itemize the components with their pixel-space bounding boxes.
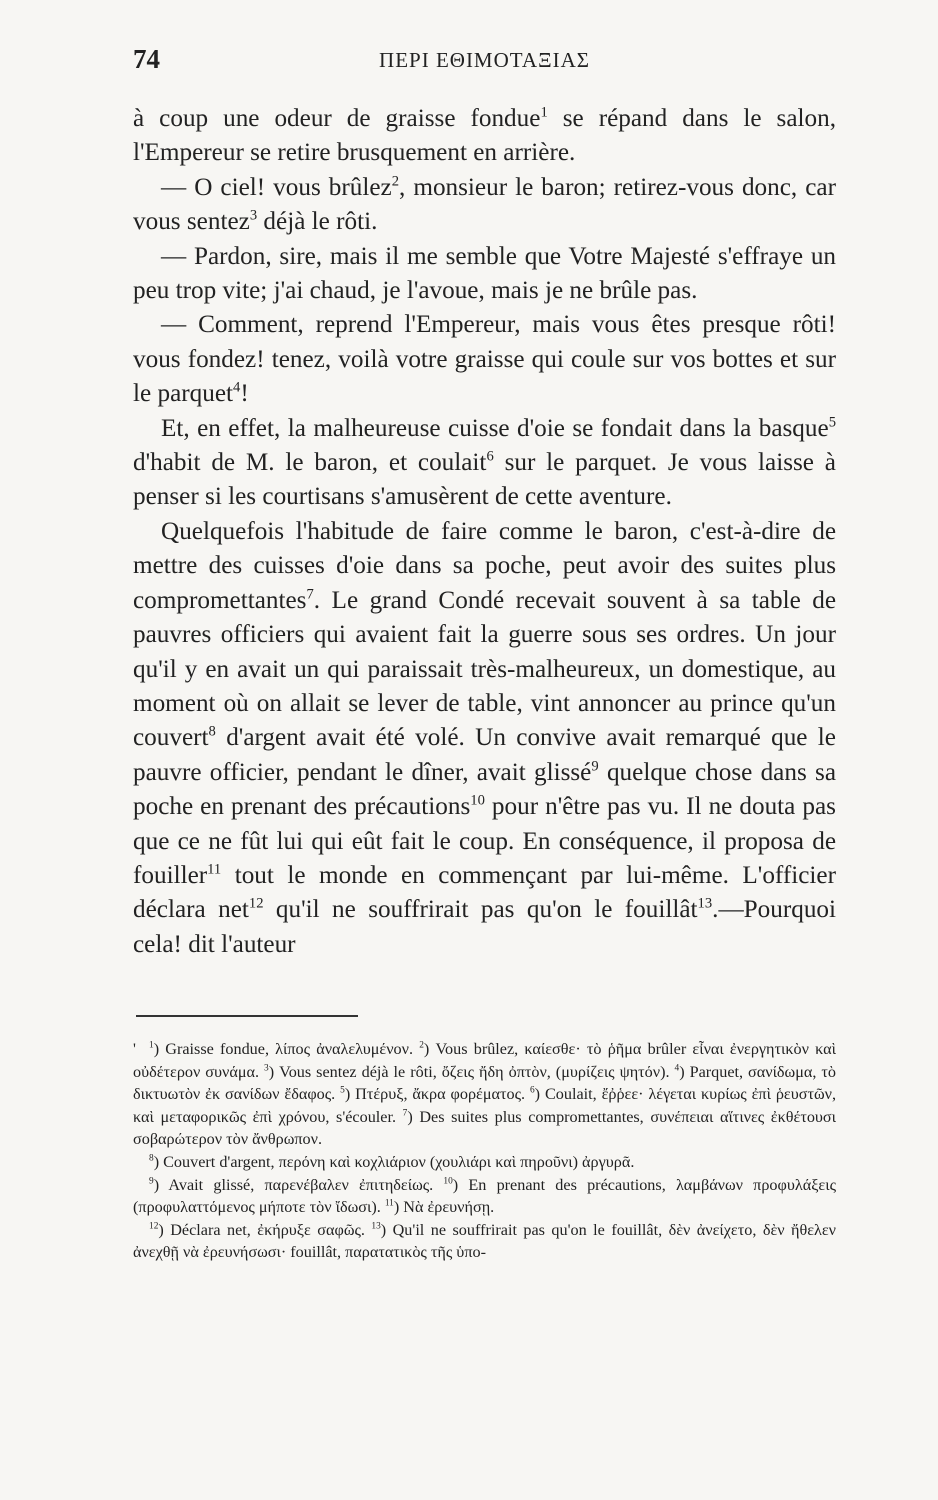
paragraph-1: à coup une odeur de graisse fondue$^1$ se répand dans le salon, l'Empereur se retire brusquement en arrière. [133, 104, 836, 167]
footnote-lead-mark: ' [133, 1040, 136, 1058]
footnote-ref: 5 [828, 414, 836, 431]
footnote-block-4: $^{12}$) Déclara net, ἐκήρυξε σαφῶς. $^{13}$) Qu'il ne souffrirait pas qu'on le fouillât, δὲν ἀνείχετο, δὲν ἤθελεν ἀνεχθῇ νὰ ἐρευνήσωσι· fouillât, παρατατικὸς τῆς ὑπο- [133, 1220, 837, 1262]
footnote-block-2: $^8$) Couvert d'argent, περόνη καὶ κοχλιάριον (χουλιάρι καὶ πηροῦνι) ἀργυρᾶ. [149, 1152, 635, 1171]
footnote-block-1: ' $^1$) Graisse fondue, λίπος ἀναλελυμένον. $^2$) Vous brûlez, καίεσθε· τὸ ῥῆμα brûler εἶναι ἐνεργητικὸν καὶ οὐδέτερον συνάμα. $^3$) Vous sentez déjà le rôti, ὄζεις ἤδη ὀπτὸν, (μυρίζεις ψητόν). $^4$) Parquet, σανίδωμα, τὸ δικτυωτὸν ἐκ σανίδων ἔδαφος. $^5$) Πτέρυξ, ἄκρα φορέματος. $^6$) Coulait, ἔῤῥεε· λέγεται κυρίως ἐπὶ ῥευστῶν, καὶ μεταφορικῶς ἐπὶ χρόνου, s'écouler. $^7$) Des suites plus compromettantes, συνέπειαι αἵτινες ἐκθέτουσι σοβαρώτερον τὸν ἄνθρωπον. [133, 1040, 837, 1149]
footnotes [133, 1038, 836, 1264]
footnote-rule [136, 1015, 358, 1017]
footnote-ref: 6 [486, 448, 494, 465]
footnote-ref: 3 [249, 207, 258, 224]
paragraph-3: — Pardon, sire, mais il me semble que Votre Majesté s'effraye un peu trop vite; j'ai chaud, je l'avoue, mais je ne brûle pas. [133, 242, 836, 305]
paragraph-5: Et, en effet, la malheureuse cuisse d'oie se fondait dans la basque$^5$ d'habit de M. le baron, et coulait$^6$ sur le parquet. Je vous laisse à penser si les courtisans s'amusèrent de cette aventure. [133, 414, 836, 511]
page-header [133, 44, 836, 84]
footnote-ref: 12 [248, 895, 264, 912]
footnote-ref: 8 [208, 723, 216, 740]
paragraph-4: — Comment, reprend l'Empereur, mais vous êtes presque rôti! vous fondez! tenez, voilà votre graisse qui coule sur vos bottes et sur le parquet$^4$! [133, 311, 836, 408]
paragraph-2: — O ciel! vous brûlez$^2$, monsieur le baron; retirez-vous donc, car vous sentez$^3$ déjà le rôti. [133, 173, 836, 236]
footnote-ref: 1 [540, 104, 548, 121]
footnote-ref: 4 [233, 379, 241, 396]
page-number: 74 [133, 44, 160, 74]
main-text [133, 102, 836, 962]
running-title: ΠΕΡΙ ΕΘΙΜΟΤΑΞΙΑΣ [379, 48, 590, 72]
footnote-block-3: $^9$) Avait glissé, παρενέβαλεν ἐπιτηδείως. $^{10}$) En prenant des précautions, λαμβάνων προφυλάξεις (προφυλαττόμενος μήποτε τὸν ἴδωσι). $^{11}$) Νὰ ἐρευνήσῃ. [133, 1175, 836, 1217]
footnote-ref: 2 [391, 173, 400, 190]
footnote-ref: 10 [470, 792, 485, 809]
footnote-ref: 9 [591, 758, 599, 775]
paragraph-6: Quelquefois l'habitude de faire comme le baron, c'est-à-dire de mettre des cuisses d'oie dans sa poche, peut avoir des suites plus compromettantes$^7$. Le grand Condé recevait souvent à sa table de pauvres officiers qui avaient fait la guerre sous ses ordres. Un jour qu'il y en avait un qui paraissait très-malheureux, un domestique, au moment où on allait se lever de table, vint annoncer au prince qu'un couvert$^8$ d'argent avait été volé. Un convive avait remarqué que le pauvre officier, pendant le dîner, avait glissé$^9$ quelque chose dans sa poche en prenant des précautions$^{10}$ pour n'être pas vu. Il ne douta pas que ce ne fût lui qui eût fait le coup. En conséquence, il proposa de fouiller$^{11}$ tout le monde en commençant par lui-même. L'officier déclara net$^{12}$ qu'il ne souffrirait pas qu'on le fouillât$^{13}$.—Pourquoi cela! dit l'auteur [133, 517, 837, 958]
footnote-ref: 7 [306, 586, 314, 603]
footnote-ref: 13 [697, 895, 713, 912]
footnote-ref: 11 [207, 861, 222, 878]
